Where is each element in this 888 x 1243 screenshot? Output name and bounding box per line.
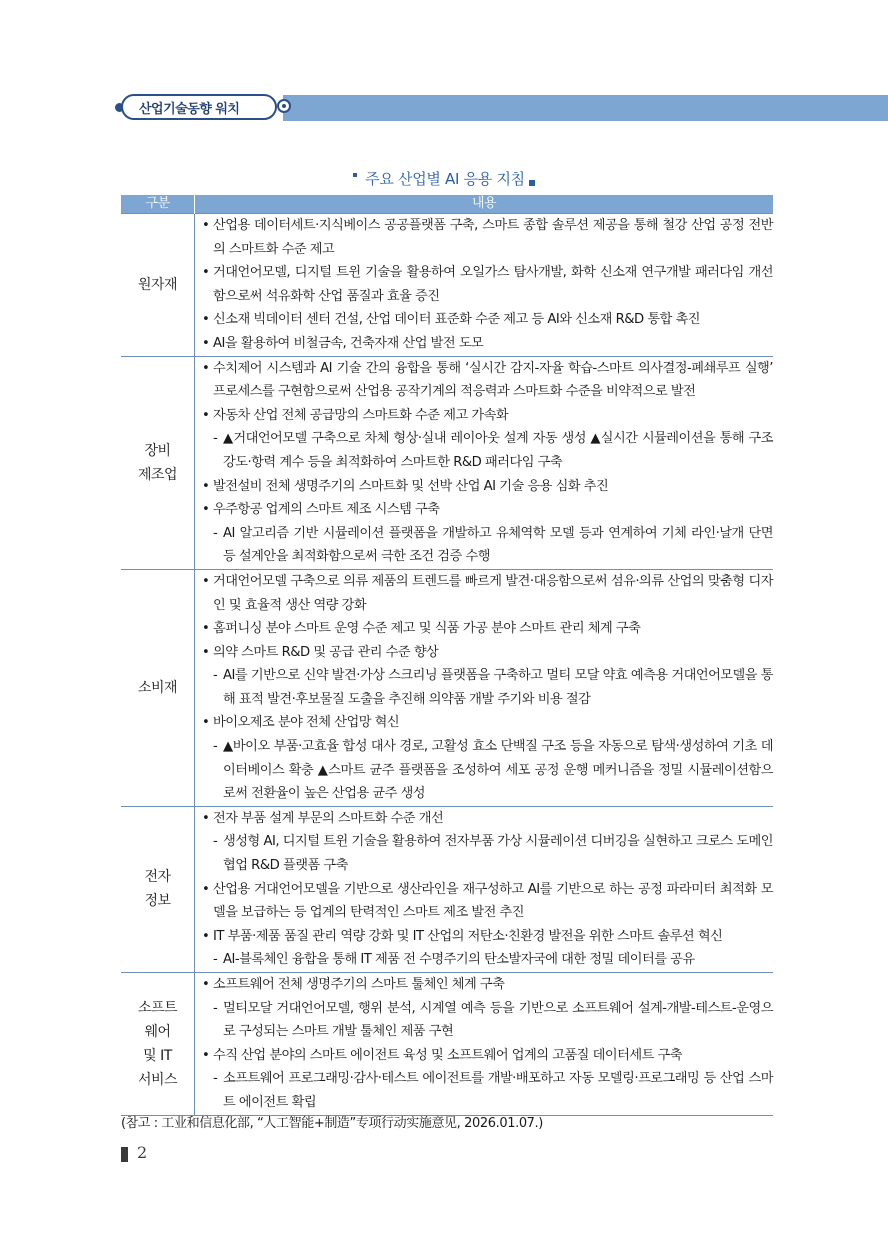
row-content bbox=[195, 569, 774, 806]
bullet-item: • 거대언어모델, 디지털 트윈 기술을 활용하여 오일가스 탐사개발, 화학 신소재 연구개발 패러다임 개선함으로써 석유화학 산업 품질과 효율 증진 bbox=[200, 261, 773, 308]
bullet-item: • 산업용 데이터세트·지식베이스 공공플랫폼 구축, 스마트 종합 솔루션 제공을 통해 철강 산업 공정 전반의 스마트화 수준 제고 bbox=[200, 214, 773, 261]
sub-item: - AI-블록체인 융합을 통해 IT 제품 전 수명주기의 탄소발자국에 대한 정밀 데이터를 공유 bbox=[200, 948, 773, 972]
title-square-icon bbox=[529, 180, 535, 186]
header-bar bbox=[283, 95, 888, 121]
bullet-item: • 전자 부품 설계 부문의 스마트화 수준 개선 bbox=[200, 807, 773, 831]
table-header-row bbox=[121, 195, 773, 214]
page-marker-icon bbox=[121, 1147, 128, 1162]
table-title: 주요 산업별 AI 응용 지침 bbox=[365, 170, 525, 188]
header-title: 산업기술동향 워치 bbox=[139, 102, 240, 117]
column-header-category: 구분 bbox=[121, 195, 195, 214]
row-category: 전자 정보 bbox=[121, 806, 195, 972]
row-category: 소프트 웨어 및 IT 서비스 bbox=[121, 973, 195, 1116]
row-category: 원자재 bbox=[121, 214, 195, 357]
sub-item: - AI 알고리즘 기반 시뮬레이션 플랫폼을 개발하고 유체역학 모델 등과 연계하여 기체 라인·날개 단면 등 설계안을 최적화함으로써 극한 조건 검증 수행 bbox=[200, 522, 773, 569]
sub-item: - ▲거대언어모델 구축으로 차체 형상·실내 레이아웃 설계 자동 생성 ▲실시간 시뮬레이션을 통해 구조 강도·항력 계수 등을 최적화하여 스마트한 R&D 패러다임 구축 bbox=[200, 427, 773, 474]
bullet-item: • 신소재 빅데이터 센터 건설, 산업 데이터 표준화 수준 제고 등 AI와 신소재 R&D 통합 촉진 bbox=[200, 308, 773, 332]
table-row bbox=[121, 569, 773, 806]
table-row bbox=[121, 356, 773, 569]
bullet-item: • 의약 스마트 R&D 및 공급 관리 수준 향상 bbox=[200, 641, 773, 665]
bullet-item: • 발전설비 전체 생명주기의 스마트화 및 선박 산업 AI 기술 응용 심화 추진 bbox=[200, 475, 773, 499]
bullet-item: • AI을 활용하여 비철금속, 건축자재 산업 발전 도모 bbox=[200, 332, 773, 356]
row-content bbox=[195, 214, 774, 357]
sub-item: - 멀티모달 거대언어모델, 행위 분석, 시계열 예측 등을 기반으로 소프트웨어 설계-개발-테스트-운영으로 구성되는 스마트 개발 툴체인 제품 구현 bbox=[200, 997, 773, 1044]
row-content bbox=[195, 973, 774, 1116]
guideline-table bbox=[121, 195, 773, 1116]
sub-item: - AI를 기반으로 신약 발견·가상 스크리닝 플랫폼을 구축하고 멀티 모달 약효 예측용 거대언어모델을 통해 표적 발견·후보물질 도출을 추진해 의약품 개발 주기와 비용 절감 bbox=[200, 664, 773, 711]
bullet-item: • 바이오제조 분야 전체 산업망 혁신 bbox=[200, 711, 773, 735]
bullet-item: • 수직 산업 분야의 스마트 에이전트 육성 및 소프트웨어 업계의 고품질 데이터세트 구축 bbox=[200, 1044, 773, 1068]
column-header-content: 내용 bbox=[195, 195, 774, 214]
row-category: 장비 제조업 bbox=[121, 356, 195, 569]
table-body bbox=[121, 214, 773, 1116]
bullet-item: • 산업용 거대언어모델을 기반으로 생산라인을 재구성하고 AI를 기반으로 하는 공정 파라미터 최적화 모델을 보급하는 등 업계의 탄력적인 스마트 제조 발전 추진 bbox=[200, 878, 773, 925]
bullet-item: • 수치제어 시스템과 AI 기술 간의 융합을 통해 ‘실시간 감지-자율 학습-스마트 의사결정-폐쇄루프 실행’ 프로세스를 구현함으로써 산업용 공작기계의 적응력과 스마트화 수준을 비약적으로 발전 bbox=[200, 357, 773, 404]
sub-item: - 소프트웨어 프로그래밍·감사·테스트 에이전트를 개발·배포하고 자동 모델링·프로그래밍 등 산업 스마트 에이전트 확립 bbox=[200, 1067, 773, 1114]
bullet-item: • 소프트웨어 전체 생명주기의 스마트 툴체인 체계 구축 bbox=[200, 973, 773, 997]
sub-item: - ▲바이오 부품·고효율 합성 대사 경로, 고활성 효소 단백질 구조 등을 자동으로 탐색·생성하여 기초 데이터베이스 확충 ▲스마트 균주 플랫폼을 조성하여 세포 공정 운행 메커니즘을 정밀 시뮬레이션함으로써 전환율이 높은 산업용 균주 생성 bbox=[200, 735, 773, 806]
bullet-item: • 자동차 산업 전체 공급망의 스마트화 수준 제고 가속화 bbox=[200, 404, 773, 428]
bullet-item: • 홈퍼니싱 분야 스마트 운영 수준 제고 및 식품 가공 분야 스마트 관리 체계 구축 bbox=[200, 617, 773, 641]
title-square-icon bbox=[353, 173, 357, 177]
header-circle-icon bbox=[277, 99, 291, 113]
source-note: (참고 : 工业和信息化部, “人工智能+制造”专项行动实施意见, 2026.01.07.) bbox=[121, 1116, 543, 1131]
bullet-item: • 우주항공 업계의 스마트 제조 시스템 구축 bbox=[200, 498, 773, 522]
bullet-item: • IT 부품·제품 품질 관리 역량 강화 및 IT 산업의 저탄소·친환경 발전을 위한 스마트 솔루션 혁신 bbox=[200, 925, 773, 949]
row-content bbox=[195, 806, 774, 972]
table-row bbox=[121, 973, 773, 1116]
sub-item: - 생성형 AI, 디지털 트윈 기술을 활용하여 전자부품 가상 시뮬레이션 디버깅을 실현하고 크로스 도메인 협업 R&D 플랫폼 구축 bbox=[200, 830, 773, 877]
row-content bbox=[195, 356, 774, 569]
bullet-item: • 거대언어모델 구축으로 의류 제품의 트렌드를 빠르게 발견·대응함으로써 섬유·의류 산업의 맞춤형 디자인 및 효율적 생산 역량 강화 bbox=[200, 570, 773, 617]
table-row bbox=[121, 806, 773, 972]
row-category: 소비재 bbox=[121, 569, 195, 806]
page-number: 2 bbox=[137, 1143, 148, 1162]
table-title-wrap bbox=[0, 168, 888, 189]
table-row bbox=[121, 214, 773, 357]
